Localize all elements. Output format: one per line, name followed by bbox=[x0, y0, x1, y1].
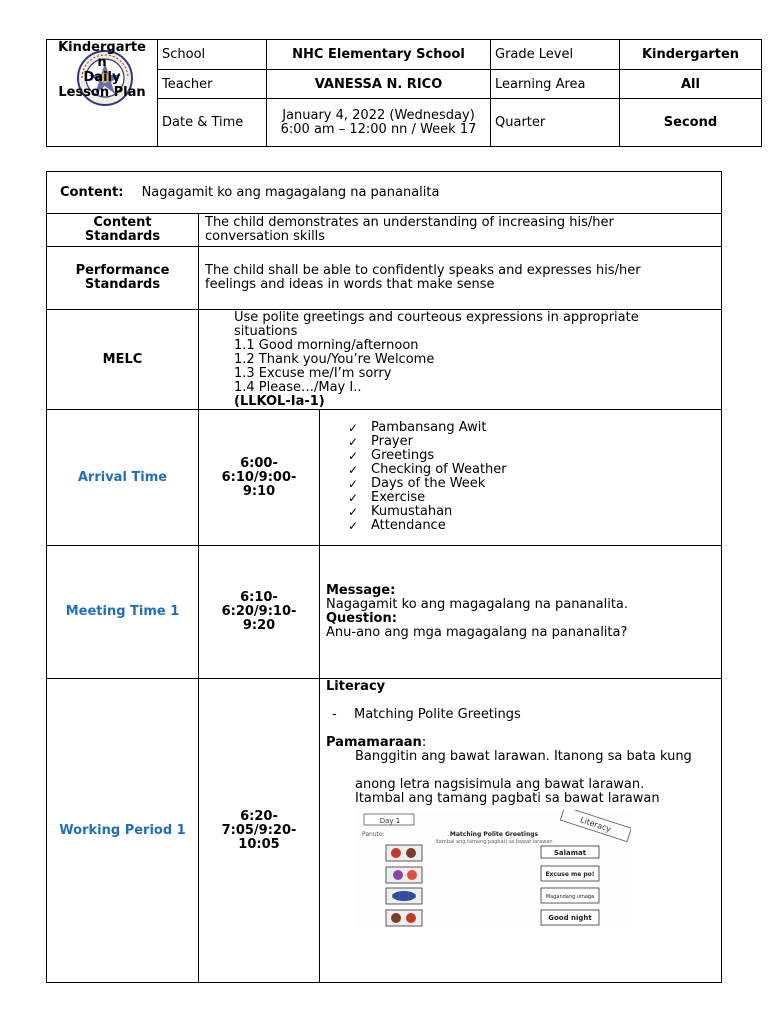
date-time-label: Date & Time bbox=[158, 99, 267, 147]
checklist-item: ✓ Checking of Weather bbox=[348, 463, 721, 477]
header-table bbox=[46, 39, 762, 147]
grade-level-label: Grade Level bbox=[491, 40, 620, 70]
svg-text:Literacy: Literacy bbox=[579, 815, 613, 834]
melc-text: Use polite greetings and courteous expressions in appropriate situations 1.1 Good morning/afternoon 1.2 Thank you/You’re Welcome 1.3 Excuse me/I’m sorry 1.4 Please…/May I.. (LLKOL-Ia-1) bbox=[199, 310, 722, 410]
logo-cell bbox=[47, 40, 158, 147]
arrival-activities bbox=[320, 410, 722, 546]
checklist-item: ✓ Kumustahan bbox=[348, 505, 721, 519]
content-standards-label: Content Standards bbox=[47, 214, 199, 247]
literacy-heading: Literacy bbox=[326, 679, 386, 694]
procedure-step: Banggitin ang bawat larawan. Itanong sa bata kung bbox=[355, 749, 692, 764]
arrival-time-slot: 6:00- 6:10/9:00- 9:10 bbox=[199, 410, 320, 546]
meeting-activities bbox=[320, 546, 722, 679]
checklist-item: ✓ Attendance bbox=[348, 519, 721, 533]
grade-level-value: Kindergarten bbox=[620, 40, 762, 70]
working-period-slot: 6:20- 7:05/9:20- 10:05 bbox=[199, 679, 320, 983]
checklist-item: ✓ Greetings bbox=[348, 449, 721, 463]
dlp-title: Kindergarte n Daily Lesson Plan bbox=[58, 40, 146, 100]
learning-area-label: Learning Area bbox=[491, 70, 620, 99]
svg-text:Day 1: Day 1 bbox=[379, 817, 401, 825]
school-label: School bbox=[158, 40, 267, 70]
checklist-item: ✓ Pambansang Awit bbox=[348, 421, 721, 435]
activity-item: - Matching Polite Greetings bbox=[326, 708, 721, 722]
teacher-label: Teacher bbox=[158, 70, 267, 99]
meeting-time-slot: 6:10- 6:20/9:10- 9:20 bbox=[199, 546, 320, 679]
meeting-time-label: Meeting Time 1 bbox=[47, 546, 199, 679]
quarter-label: Quarter bbox=[491, 99, 620, 147]
working-period-label: Working Period 1 bbox=[47, 679, 199, 983]
performance-standards-text: The child shall be able to confidently speaks and expresses his/her feelings and ideas in words that make sense bbox=[199, 247, 722, 310]
arrival-checklist bbox=[320, 421, 721, 533]
procedure-step: anong letra nagsisimula ang bawat larawan. bbox=[355, 777, 645, 792]
content-text: Nagagamit ko ang magagalang na pananalita bbox=[141, 184, 440, 200]
teacher-value: VANESSA N. RICO bbox=[267, 70, 491, 99]
svg-text:Matching Polite Greetings: Matching Polite Greetings bbox=[449, 831, 539, 838]
checklist-item: ✓ Days of the Week bbox=[348, 477, 721, 491]
arrival-time-label: Arrival Time bbox=[47, 410, 199, 546]
melc-label: MELC bbox=[47, 310, 199, 410]
svg-text:Good night: Good night bbox=[548, 914, 592, 922]
message-label: Message: bbox=[326, 583, 396, 598]
procedure-step: Itambal ang tamang pagbati sa bawat larawan bbox=[355, 791, 660, 806]
svg-text:Panuto:: Panuto: bbox=[362, 831, 385, 838]
school-value: NHC Elementary School bbox=[267, 40, 491, 70]
svg-text:Itambal ang tamang pagbati sa: Itambal ang tamang pagbati sa bawat larawan bbox=[435, 839, 553, 845]
content-label: Content: bbox=[60, 184, 124, 200]
working-activities bbox=[320, 679, 722, 983]
date-time-value: January 4, 2022 (Wednesday) 6:00 am – 12:00 nn / Week 17 bbox=[267, 99, 491, 147]
worksheet-image bbox=[356, 810, 631, 928]
question-text: Anu-ano ang mga magagalang na pananalita? bbox=[326, 625, 628, 640]
message-text: Nagagamit ko ang magagalang na pananalita. bbox=[326, 597, 629, 612]
quarter-value: Second bbox=[620, 99, 762, 147]
learning-area-value: All bbox=[620, 70, 762, 99]
content-row bbox=[47, 172, 722, 214]
lesson-table bbox=[46, 171, 722, 983]
checklist-item: ✓ Prayer bbox=[348, 435, 721, 449]
checklist-item: ✓ Exercise bbox=[348, 491, 721, 505]
svg-text:Salamat: Salamat bbox=[553, 849, 587, 857]
question-label: Question: bbox=[326, 611, 397, 626]
melc-code: (LLKOL-Ia-1) bbox=[234, 393, 325, 409]
svg-text:Excuse me po!: Excuse me po! bbox=[545, 871, 595, 878]
content-standards-text: The child demonstrates an understanding of increasing his/her conversation skills bbox=[199, 214, 722, 247]
svg-text:Magandang umaga: Magandang umaga bbox=[545, 894, 595, 900]
performance-standards-label: Performance Standards bbox=[47, 247, 199, 310]
procedure-label: Pamamaraan: bbox=[326, 735, 427, 750]
